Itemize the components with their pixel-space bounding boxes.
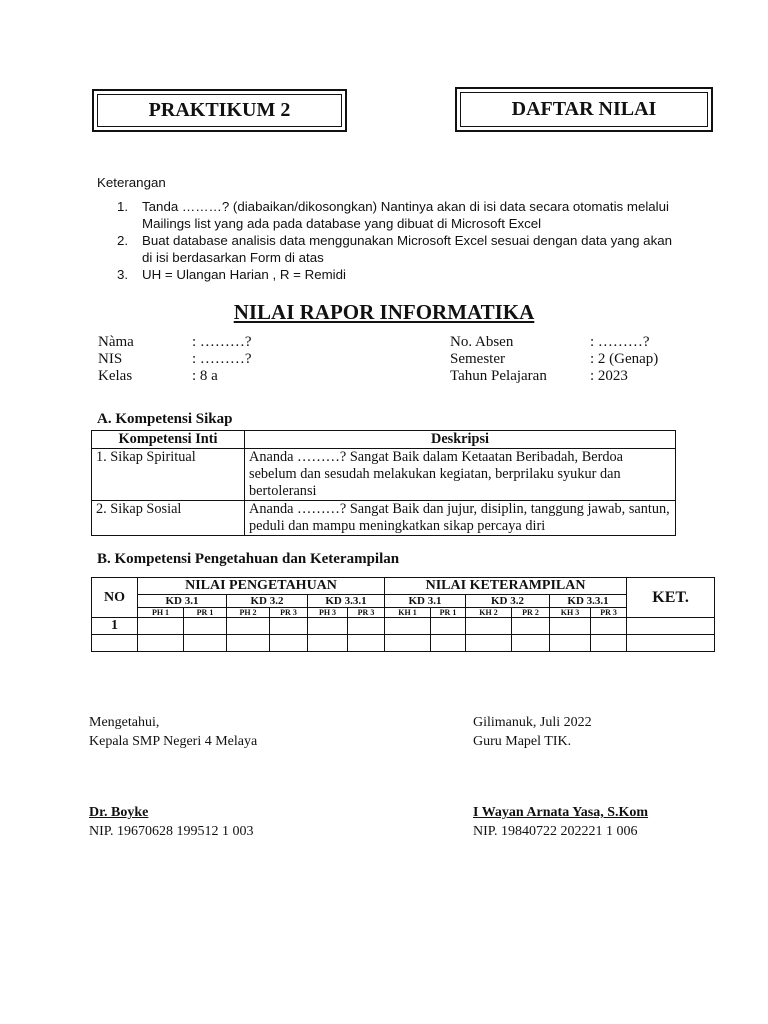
col-deskripsi: Deskripsi: [245, 431, 676, 449]
info-label: NIS: [98, 351, 123, 367]
guru-name: I Wayan Arnata Yasa, S.Kom: [473, 805, 649, 820]
table-cell: [627, 618, 715, 635]
header-row-2: [92, 595, 715, 608]
table-cell: [138, 635, 184, 652]
sub-col-header: KH 2: [466, 608, 512, 618]
table-row: [92, 635, 715, 652]
table-row: [92, 449, 676, 501]
table-cell: [627, 635, 715, 652]
info-row: [98, 351, 698, 368]
sig-line-guru: Guru Mapel TIK.: [473, 734, 572, 749]
header-row-3: [92, 608, 715, 618]
kepala-nip: NIP. 19670628 199512 1 003: [89, 824, 254, 839]
table-cell: [308, 618, 348, 635]
sub-col-header: PR 1: [184, 608, 227, 618]
col-kompetensi-inti: Kompetensi Inti: [92, 431, 245, 449]
keterangan-item: [117, 266, 677, 283]
info-value: : 2 (Genap): [590, 351, 659, 367]
table-cell: [512, 618, 550, 635]
info-label: Tahun Pelajaran: [450, 368, 547, 384]
kepala-name: Dr. Boyke: [89, 805, 149, 820]
item-number: 1.: [117, 199, 129, 214]
praktikum-title: PRAKTIKUM 2: [97, 94, 342, 127]
sub-col-header: PR 3: [270, 608, 308, 618]
sub-col-header: PR 2: [512, 608, 550, 618]
table-cell: [550, 618, 591, 635]
table-header-row: [92, 431, 676, 449]
cell-inti: 1. Sikap Spiritual: [92, 449, 245, 501]
kd-header: KD 3.2: [466, 595, 550, 608]
table-cell: [385, 618, 431, 635]
kd-header: KD 3.1: [385, 595, 466, 608]
cell-deskripsi: Ananda ………? Sangat Baik dalam Ketaatan Beribadah, Berdoa sebelum dan sesudah melakukan kegiatan, berprilaku syukur dan bertoleransi: [245, 449, 676, 501]
table-cell: [92, 635, 138, 652]
kd-header: KD 3.2: [227, 595, 308, 608]
info-row: [98, 368, 698, 385]
table-cell: [270, 618, 308, 635]
cell-no: 1: [92, 618, 138, 635]
item-number: 3.: [117, 267, 129, 282]
section-a-heading: A. Kompetensi Sikap: [97, 411, 233, 427]
keterangan-item: [117, 198, 677, 232]
sub-col-header: PH 2: [227, 608, 270, 618]
student-info: [98, 334, 698, 385]
table-cell: [591, 618, 627, 635]
info-label: No. Absen: [450, 334, 514, 350]
keterangan-list: [117, 198, 677, 283]
table-cell: [591, 635, 627, 652]
info-value: : ………?: [590, 334, 650, 350]
keterangan-item: [117, 232, 677, 266]
kd-header: KD 3.1: [138, 595, 227, 608]
info-value: : 8 a: [192, 368, 218, 384]
col-ket: KET.: [627, 578, 715, 618]
table-cell: [431, 635, 466, 652]
sub-col-header: PR 3: [348, 608, 385, 618]
info-label: Semester: [450, 351, 505, 367]
table-cell: [138, 618, 184, 635]
info-label: Kelas: [98, 368, 133, 384]
col-nilai-keterampilan: NILAI KETERAMPILAN: [385, 578, 627, 595]
nilai-table: [91, 577, 715, 652]
table-cell: [512, 635, 550, 652]
table-cell: [466, 635, 512, 652]
sub-col-header: KH 1: [385, 608, 431, 618]
info-row: [98, 334, 698, 351]
guru-nip: NIP. 19840722 202221 1 006: [473, 824, 638, 839]
sub-col-header: PH 3: [308, 608, 348, 618]
table-cell: [466, 618, 512, 635]
info-label: Nàma: [98, 334, 134, 350]
signature-right: [473, 713, 592, 751]
item-text: Buat database analisis data menggunakan Microsoft Excel sesuai dengan data yang akan di isi berdasarkan Form di atas: [142, 233, 673, 265]
table-cell: [270, 635, 308, 652]
signature-left: [89, 713, 257, 751]
item-text: Tanda ………? (diabaikan/dikosongkan) Nantinya akan di isi data secara otomatis melalui Mailings list yang ada pada database yang dibuat di Microsoft Excel: [142, 199, 669, 231]
section-b-heading: B. Kompetensi Pengetahuan dan Keterampilan: [97, 551, 400, 567]
sig-line-mengetahui: Mengetahui,: [89, 715, 160, 730]
sub-col-header: PR 3: [591, 608, 627, 618]
info-value: : 2023: [590, 368, 628, 384]
daftar-nilai-title: DAFTAR NILAI: [460, 92, 708, 127]
sub-col-header: KH 3: [550, 608, 591, 618]
header-row-1: [92, 578, 715, 595]
col-no: NO: [92, 578, 138, 618]
table-cell: [348, 618, 385, 635]
signature-right-name: [473, 803, 648, 841]
item-text: UH = Ulangan Harian , R = Remidi: [142, 267, 346, 282]
info-value: : ………?: [192, 334, 252, 350]
table-cell: [550, 635, 591, 652]
sub-col-header: PH 1: [138, 608, 184, 618]
praktikum-box: [92, 89, 347, 132]
table-cell: [227, 635, 270, 652]
table-cell: [308, 635, 348, 652]
table-cell: [431, 618, 466, 635]
table-cell: [184, 618, 227, 635]
daftar-nilai-box: [455, 87, 713, 132]
table-row: [92, 618, 715, 635]
table-cell: [184, 635, 227, 652]
sig-line-kepala: Kepala SMP Negeri 4 Melaya: [89, 734, 258, 749]
sig-line-place-date: Gilimanuk, Juli 2022: [473, 715, 592, 730]
report-title: NILAI RAPOR INFORMATIKA: [233, 300, 535, 324]
table-cell: [348, 635, 385, 652]
table-row: [92, 501, 676, 536]
cell-inti: 2. Sikap Sosial: [92, 501, 245, 536]
item-number: 2.: [117, 233, 129, 248]
keterangan-label: Keterangan: [97, 175, 166, 190]
table-cell: [227, 618, 270, 635]
cell-deskripsi: Ananda ………? Sangat Baik dan jujur, disiplin, tanggung jawab, santun, peduli dan mampu meningkatkan sikap percaya diri: [245, 501, 676, 536]
table-cell: [385, 635, 431, 652]
sub-col-header: PR 1: [431, 608, 466, 618]
info-value: : ………?: [192, 351, 252, 367]
kd-header: KD 3.3.1: [550, 595, 627, 608]
col-nilai-pengetahuan: NILAI PENGETAHUAN: [138, 578, 385, 595]
kd-header: KD 3.3.1: [308, 595, 385, 608]
signature-left-name: [89, 803, 254, 841]
kompetensi-sikap-table: [91, 430, 676, 536]
